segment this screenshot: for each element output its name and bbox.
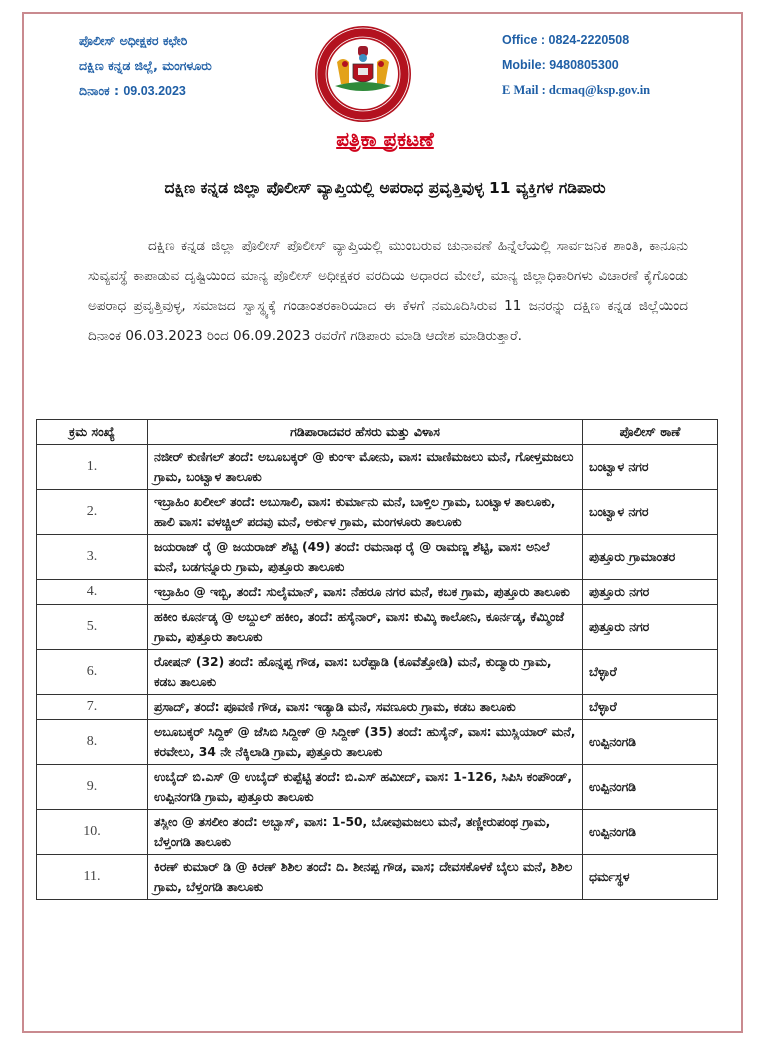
serial-number-cell: 11. (37, 855, 148, 900)
issue-date (79, 78, 212, 104)
table-row (37, 445, 718, 490)
name-address-cell: ರೋಷನ್ (32) ತಂದೆ: ಹೊನ್ನಪ್ಪ ಗೌಡ, ವಾಸ: ಬರೆಪ್ಪಾಡಿ (ಕೂವೆತ್ತೋಡಿ) ಮನೆ, ಕುದ್ಮಾರು ಗ್ರಾಮ, ಕಡಬ ತಾಲೂಕು (148, 650, 583, 695)
serial-number-cell: 3. (37, 535, 148, 580)
name-address-cell: ಅಬೂಬಕ್ಕರ್ ಸಿದ್ದಿಕ್ @ ಜೆಸಿಬಿ ಸಿದ್ದೀಕ್ @ ಸಿದ್ದೀಕ್ (35) ತಂದೆ: ಹುಸೈನ್, ವಾಸ: ಮುಸ್ಲಿಯಾರ್ ಮನೆ, ಕರವೇಲು, 34 ನೇ ನೆಕ್ಕಿಲಾಡಿ ಗ್ರಾಮ, ಪುತ್ತೂರು ತಾಲೂಕು (148, 720, 583, 765)
headline: ದಕ್ಷಿಣ ಕನ್ನಡ ಜಿಲ್ಲಾ ಪೊಲೀಸ್ ವ್ಯಾಪ್ತಿಯಲ್ಲಿ ಅಪರಾಧ ಪ್ರವೃತ್ತಿವುಳ್ಳ 11 ವ್ಯಕ್ತಿಗಳ ಗಡಿಪಾರು (164, 179, 606, 197)
table-row (37, 810, 718, 855)
name-address-cell: ಉಬೈದ್ ಬಿ.ಎಸ್ @ ಉಬೈದ್ ಕುಪ್ಪೆಟ್ಟಿ ತಂದೆ: ಬಿ.ಎಸ್ ಹಮೀದ್, ವಾಸ: 1-126, ಸಿಪಿಸಿ ಕಂಪೌಂಡ್, ಉಪ್ಪಿನಂಗಡಿ ಗ್ರಾಮ, ಪುತ್ತೂರು ತಾಲೂಕು (148, 765, 583, 810)
table-row (37, 535, 718, 580)
police-station-cell: ಧರ್ಮಸ್ಥಳ (583, 855, 718, 900)
letterhead-left (79, 28, 212, 104)
name-address-cell: ಕಿರಣ್ ಕುಮಾರ್ ಡಿ @ ಕಿರಣ್ ಶಿಶಿಲ ತಂದೆ: ದಿ. ಶೀನಪ್ಪ ಗೌಡ, ವಾಸ; ದೇವಸಕೊಳಕೆ ಬೈಲು ಮನೆ, ಶಿಶಿಲ ಗ್ರಾಮ, ಬೆಳ್ತಂಗಡಿ ತಾಲೂಕು (148, 855, 583, 900)
police-station-cell: ಬಂಟ್ವಾಳ ನಗರ (583, 445, 718, 490)
office-phone: Office : 0824-2220508 (502, 33, 630, 47)
table-header-row (37, 420, 718, 445)
name-address-cell: ಹಕೀಂ ಕೂರ್ನಡ್ಕ @ ಅಬ್ದುಲ್ ಹಕೀಂ, ತಂದೆ: ಹಸೈನಾರ್, ವಾಸ: ಕುಮ್ಕಿ ಕಾಲೋನಿ, ಕೂರ್ನಡ್ಕ, ಕೆಮ್ಮಿಂಜೆ ಗ್ರಾಮ, ಪುತ್ತೂರು ತಾಲೂಕು (148, 605, 583, 650)
table-row (37, 605, 718, 650)
press-release-title: ಪತ್ರಿಕಾ ಪ್ರಕಟಣೆ (336, 127, 434, 151)
serial-number-cell: 6. (37, 650, 148, 695)
table-row (37, 720, 718, 765)
police-station-cell: ಪುತ್ತೂರು ನಗರ (583, 580, 718, 605)
district-police-emblem-icon (313, 24, 413, 124)
email-address: E Mail : dcmaq@ksp.gov.in (502, 83, 651, 97)
name-address-cell: ಜಯರಾಜ್ ರೈ @ ಜಯರಾಜ್ ಶೆಟ್ಟಿ (49) ತಂದೆ: ರಮನಾಥ ರೈ @ ರಾಮಣ್ಣ ಶೆಟ್ಟಿ, ವಾಸ: ಅನಿಲೆ ಮನೆ, ಬಡಗನ್ನೂರು ಗ್ರಾಮ, ಪುತ್ತೂರು ತಾಲೂಕು (148, 535, 583, 580)
table-row (37, 765, 718, 810)
serial-number-cell: 10. (37, 810, 148, 855)
date-value: 09.03.2023 (123, 84, 186, 98)
table-row (37, 650, 718, 695)
name-address-cell: ಇಬ್ರಾಹಿಂ ಖಲೀಲ್ ತಂದೆ: ಅಬುಸಾಲಿ, ವಾಸ: ಕುರ್ಮಾನು ಮನೆ, ಬಾಳ್ತಿಲ ಗ್ರಾಮ, ಬಂಟ್ವಾಳ ತಾಲೂಕು, ಹಾಲಿ ವಾಸ: ವಳಚ್ಚಿಲ್ ಪದವು ಮನೆ, ಅರ್ಕುಳ ಗ್ರಾಮ, ಮಂಗಳೂರು ತಾಲೂಕು (148, 490, 583, 535)
table-row (37, 695, 718, 720)
serial-number-cell: 8. (37, 720, 148, 765)
externment-table (36, 419, 718, 900)
col-police-station: ಪೊಲೀಸ್ ಠಾಣೆ (583, 420, 718, 445)
date-label: ದಿನಾಂಕ : (79, 83, 119, 98)
mobile-number: Mobile: 9480805300 (502, 58, 619, 72)
serial-number-cell: 9. (37, 765, 148, 810)
police-station-cell: ಬಂಟ್ವಾಳ ನಗರ (583, 490, 718, 535)
col-serial-number: ಕ್ರಮ ಸಂಖ್ಯೆ (37, 420, 148, 445)
office-name: ಪೊಲೀಸ್ ಅಧೀಕ್ಷಕರ ಕಛೇರಿ (79, 33, 188, 48)
col-name-address: ಗಡಿಪಾರಾದವರ ಹೆಸರು ಮತ್ತು ವಿಳಾಸ (148, 420, 583, 445)
police-station-cell: ಉಪ್ಪಿನಂಗಡಿ (583, 810, 718, 855)
serial-number-cell: 4. (37, 580, 148, 605)
district-name: ದಕ್ಷಿಣ ಕನ್ನಡ ಜಿಲ್ಲೆ, ಮಂಗಳೂರು (79, 58, 212, 73)
police-station-cell: ಉಪ್ಪಿನಂಗಡಿ (583, 765, 718, 810)
police-station-cell: ಪುತ್ತೂರು ಗ್ರಾಮಾಂತರ (583, 535, 718, 580)
serial-number-cell: 1. (37, 445, 148, 490)
police-station-cell: ಉಪ್ಪಿನಂಗಡಿ (583, 720, 718, 765)
serial-number-cell: 7. (37, 695, 148, 720)
police-station-cell: ಬೆಳ್ಳಾರೆ (583, 695, 718, 720)
name-address-cell: ನಜೀರ್ ಕುಣಿಗಲ್ ತಂದೆ: ಅಬೂಬಕ್ಕರ್ @ ಕುಂಞ ಮೋನು, ವಾಸ: ಮಾಣಿಮಜಲು ಮನೆ, ಗೋಳ್ತಮಜಲು ಗ್ರಾಮ, ಬಂಟ್ವಾಳ ತಾಲೂಕು (148, 445, 583, 490)
police-station-cell: ಬೆಳ್ಳಾರೆ (583, 650, 718, 695)
name-address-cell: ಪ್ರಸಾದ್, ತಂದೆ: ಪೂವಣಿ ಗೌಡ, ವಾಸ: ಇಡ್ಯಾಡಿ ಮನೆ, ಸವಣೂರು ಗ್ರಾಮ, ಕಡಬ ತಾಲೂಕು (148, 695, 583, 720)
name-address-cell: ತಸ್ಲೀಂ @ ತಸಲೀಂ ತಂದೆ: ಅಬ್ಬಾಸ್, ವಾಸ: 1-50, ಬೋವುಮಜಲು ಮನೆ, ತಣ್ಣೀರುಪಂಥ ಗ್ರಾಮ, ಬೆಳ್ತಂಗಡಿ ತಾಲೂಕು (148, 810, 583, 855)
table-row (37, 580, 718, 605)
police-station-cell: ಪುತ್ತೂರು ನಗರ (583, 605, 718, 650)
body-paragraph: ದಕ್ಷಿಣ ಕನ್ನಡ ಜಿಲ್ಲಾ ಪೊಲೀಸ್ ಪೊಲೀಸ್ ವ್ಯಾಪ್ತಿಯಲ್ಲಿ ಮುಂಬರುವ ಚುನಾವಣೆ ಹಿನ್ನೆಲೆಯಲ್ಲಿ ಸಾರ್ವಜನಿಕ ಶಾಂತಿ, ಕಾನೂನು ಸುವ್ಯವಸ್ಥೆ ಕಾಪಾಡುವ ದೃಷ್ಟಿಯಿಂದ ಮಾನ್ಯ ಪೊಲೀಸ್ ಅಧೀಕ್ಷಕರ ವರದಿಯ ಅಧಾರದ ಮೇಲೆ, ಮಾನ್ಯ ಜಿಲ್ಲಾಧಿಕಾರಿಗಳು ವಿಚಾರಣೆ ಕೈಗೊಂಡು ಅಪರಾಧ ಪ್ರವೃತ್ತಿವುಳ್ಳ, ಸಮಾಜದ ಸ್ವಾಸ್ಥ್ಯಕ್ಕೆ ಗಂಡಾಂತರಕಾರಿಯಾದ ಈ ಕೆಳಗೆ ನಮೂದಿಸಿರುವ 11 ಜನರನ್ನು ದಕ್ಷಿಣ ಕನ್ನಡ ಜಿಲ್ಲೆಯಿಂದ ದಿನಾಂಕ 06.03.2023 ರಿಂದ 06.09.2023 ರವರೆಗೆ ಗಡಿಪಾರು ಮಾಡಿ ಆದೇಶ ಮಾಡಿರುತ್ತಾರೆ. (88, 238, 688, 344)
name-address-cell: ಇಬ್ರಾಹಿಂ @ ಇಬ್ಬಿ, ತಂದೆ: ಸುಲೈಮಾನ್, ವಾಸ: ನೆಹರೂ ನಗರ ಮನೆ, ಕಬಕ ಗ್ರಾಮ, ಪುತ್ತೂರು ತಾಲೂಕು (148, 580, 583, 605)
serial-number-cell: 2. (37, 490, 148, 535)
table-row (37, 490, 718, 535)
table-row (37, 855, 718, 900)
serial-number-cell: 5. (37, 605, 148, 650)
letterhead-right (502, 28, 650, 103)
